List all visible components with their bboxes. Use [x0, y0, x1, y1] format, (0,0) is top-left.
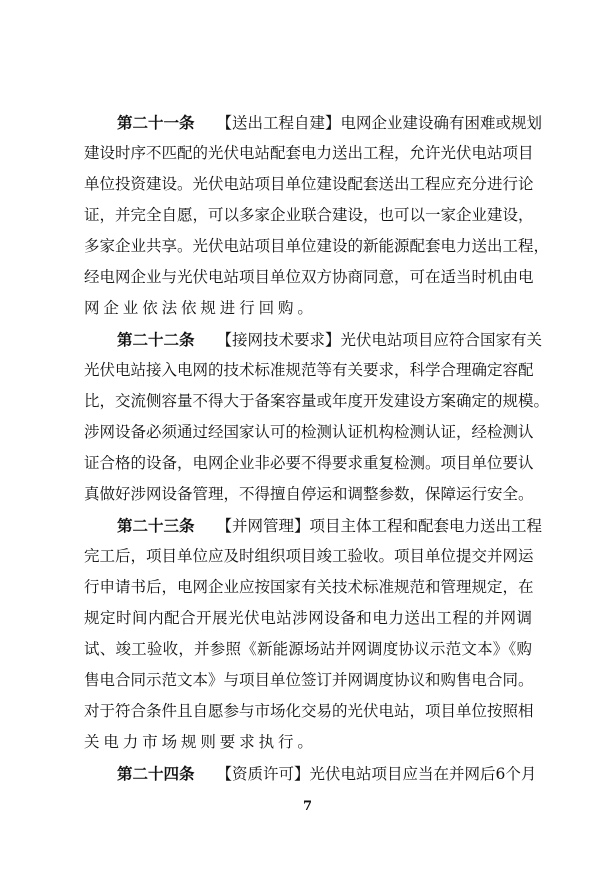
article-heading-line: [84, 107, 543, 138]
line-text: 行申请书后，电网企业应按国家有关技术标准规范和管理规定，在: [84, 578, 534, 596]
paragraph-line: [84, 262, 532, 293]
line-text: 【资质许可】光伏电站项目应当在并网后6个月: [216, 765, 537, 783]
line-text: 【送出工程自建】电网企业建设确有困难或规划: [216, 114, 543, 132]
article-number: 第二十二条: [117, 330, 195, 349]
line-text: 比，交流侧容量不得大于备案容量或年度开发建设方案确定的规模。: [84, 392, 550, 410]
paragraph-line: [84, 386, 550, 417]
line-text: 完工后，项目单位应及时组织项目竣工验收。项目单位提交并网运: [84, 547, 534, 565]
paragraph-line: [84, 603, 532, 634]
article-heading-line: [84, 324, 543, 355]
paragraph-line: [84, 479, 532, 510]
paragraph-line: [84, 665, 532, 696]
line-text: 单位投资建设。光伏电站项目单位建设配套送出工程应充分进行论: [84, 175, 534, 193]
article: [84, 758, 537, 789]
line-text: 多家企业共享。光伏电站项目单位建设的新能源配套电力送出工程，: [84, 237, 550, 255]
article: [84, 324, 550, 510]
line-text: 试、竣工验收，并参照《新能源场站并网调度协议示范文本》《购: [84, 640, 532, 658]
article-number: 第二十一条: [117, 113, 195, 132]
paragraph-line: [84, 138, 532, 169]
paragraph-line: [84, 727, 532, 758]
line-text: 网企业依法依规进行回购。: [84, 299, 317, 317]
paragraph-line: [84, 634, 532, 665]
paragraph-line: [84, 696, 532, 727]
paragraph-line: [84, 448, 532, 479]
page-number: 7: [302, 799, 313, 814]
line-text: 光伏电站接入电网的技术标准规范等有关要求，科学合理确定容配: [84, 361, 534, 379]
paragraph-line: [84, 541, 532, 572]
line-text: 经电网企业与光伏电站项目单位双方协商同意，可在适当时机由电: [84, 268, 534, 286]
line-text: 【并网管理】项目主体工程和配套电力送出工程: [216, 517, 543, 535]
line-text: 证合格的设备，电网企业非必要不得要求重复检测。项目单位要认: [84, 454, 534, 472]
paragraph-line: [84, 200, 532, 231]
line-text: 真做好涉网设备管理，不得擅自停运和调整参数，保障运行安全。: [84, 485, 534, 503]
line-text: 关电力市场规则要求执行。: [84, 733, 317, 751]
line-text: 对于符合条件且自愿参与市场化交易的光伏电站，项目单位按照相: [84, 702, 534, 720]
article-number: 第二十四条: [117, 764, 195, 783]
line-text: 售电合同示范文本》与项目单位签订并网调度协议和购售电合同。: [84, 671, 534, 689]
line-text: 【接网技术要求】光伏电站项目应符合国家有关: [216, 331, 543, 349]
article-heading-line: [84, 758, 537, 789]
line-text: 涉网设备必须通过经国家认可的检测认证机构检测认证，经检测认: [84, 423, 534, 441]
article: [84, 107, 550, 324]
article-number: 第二十三条: [117, 516, 195, 535]
paragraph-line: [84, 169, 532, 200]
document-body: [84, 107, 550, 789]
line-text: 证，并完全自愿，可以多家企业联合建设，也可以一家企业建设，: [84, 206, 534, 224]
paragraph-line: [84, 572, 532, 603]
paragraph-line: [84, 417, 532, 448]
line-text: 建设时序不匹配的光伏电站配套电力送出工程，允许光伏电站项目: [84, 144, 534, 162]
article-heading-line: [84, 510, 543, 541]
article: [84, 510, 543, 758]
line-text: 规定时间内配合开展光伏电站涉网设备和电力送出工程的并网调: [84, 609, 532, 627]
paragraph-line: [84, 231, 550, 262]
paragraph-line: [84, 293, 532, 324]
paragraph-line: [84, 355, 532, 386]
